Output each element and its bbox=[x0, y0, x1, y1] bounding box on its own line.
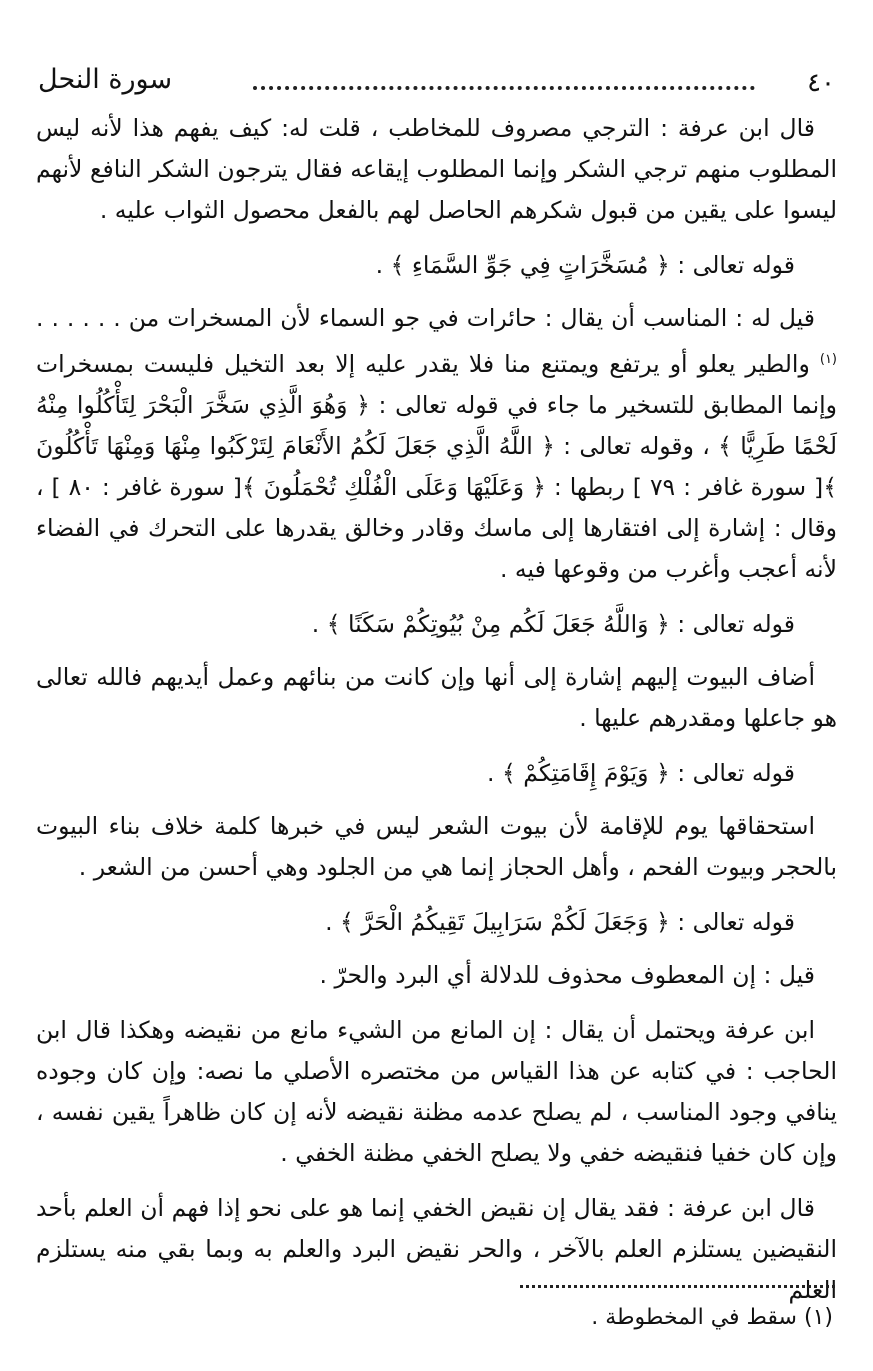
paragraph-5: قيل : إن المعطوف محذوف للدلالة أي البرد والحرّ . bbox=[319, 960, 815, 989]
verse-tail: . bbox=[487, 758, 502, 787]
verse-tail: . bbox=[311, 609, 327, 638]
page-header bbox=[38, 58, 835, 104]
footnote-marker: (١) bbox=[819, 352, 837, 367]
page-number: ٤٠ bbox=[807, 68, 835, 98]
paragraph-7: قال ابن عرفة : فقد يقال إن نقيض الخفي إنما هو على نحو إذا فهم أن العلم بأحد النقيضين يستلزم العلم بالآخر ، والحر نقيض البرد والعلم به وبما بقي منه يستلزم العلم bbox=[36, 1193, 837, 1304]
footnote-dotted-rule bbox=[520, 1285, 835, 1288]
verse-lead: قوله تعالى : bbox=[669, 758, 795, 787]
verse-heading-2 bbox=[36, 604, 837, 645]
paragraph-3: أضاف البيوت إليهم إشارة إلى أنها وإن كانت من بنائهم وعمل أيديهم فالله تعالى هو جاعلها ومقدرهم عليها . bbox=[36, 662, 837, 732]
surah-title: سورة النحل bbox=[38, 64, 173, 95]
verse-heading-1 bbox=[36, 245, 837, 286]
header-dotted-rule bbox=[253, 86, 755, 90]
verse-lead: قوله تعالى : bbox=[669, 907, 795, 936]
verse-heading-4 bbox=[36, 902, 837, 943]
verse-tail: . bbox=[375, 251, 391, 279]
paragraph-4: استحقاقها يوم للإقامة لأن بيوت الشعر ليس في خبرها كلمة خلاف بناء البيوت بالحجر وبيوت الفحم ، وأهل الحجاز إنما هي من الجلود وهي أحسن من الشعر . bbox=[36, 811, 837, 881]
verse-tail: . bbox=[325, 907, 341, 936]
paragraph-2-part1: قيل له : المناسب أن يقال : حائرات في جو السماء لأن المسخرات من . . . . . . bbox=[36, 304, 815, 332]
paragraph-2-part2: والطير يعلو أو يرتفع ويمتنع منا فلا يقدر عليه إلا بعد التخيل فليست بمسخرات وإنما المطابق للتسخير ما جاء في قوله تعالى : ﴿ وَهُوَ الَّذِي سَخَّرَ الْبَحْرَ لِتَأْكُلُوا مِنْهُ لَحْمًا طَرِيًّا ﴾ ، وقوله تعالى : ﴿ اللَّهُ الَّذِي جَعَلَ لَكُمُ الأَنْعَامَ لِتَرْكَبُوا مِنْهَا وَمِنْهَا تَأْكُلُونَ ﴾[ سورة غافر : ٧٩ ] ربطها : ﴿ وَعَلَيْهَا وَعَلَى الْفُلْكِ تُحْمَلُونَ ﴾[ سورة غافر : ٨٠ ] ، وقال : إشارة إلى افتقارها إلى ماسك وقادر وخالق يقدرها على التحرك في الفضاء لأنه أعجب وأغرب من وقوعها فيه . bbox=[36, 349, 837, 583]
page-body bbox=[36, 108, 837, 1325]
footnote: (١) سقط في المخطوطة . bbox=[591, 1305, 833, 1330]
quran-quote: ﴿ وَاللَّهُ جَعَلَ لَكُم مِنْ بُيُوتِكُمْ سَكَنًا ﴾ bbox=[326, 609, 670, 638]
paragraph-1: قال ابن عرفة : الترجي مصروف للمخاطب ، قلت له: كيف يفهم هذا لأنه ليس المطلوب منهم ترجي الشكر وإنما المطلوب إيقاعه فقال يترجون الشكر النافع لأنهم ليسوا على يقين من قبول شكرهم الحاصل لهم بالفعل محصول الثواب عليه . bbox=[36, 114, 837, 224]
quran-quote: ﴿ وَيَوْمَ إِقَامَتِكُمْ ﴾ bbox=[502, 758, 670, 787]
verse-lead: قوله تعالى : bbox=[669, 251, 795, 279]
quran-quote: ﴿ وَجَعَلَ لَكُمْ سَرَابِيلَ تَقِيكُمُ الْحَرَّ ﴾ bbox=[340, 907, 670, 936]
paragraph-2 bbox=[36, 298, 837, 590]
quran-quote: ﴿ مُسَخَّرَاتٍ فِي جَوِّ السَّمَاءِ ﴾ bbox=[390, 251, 670, 279]
verse-lead: قوله تعالى : bbox=[669, 609, 795, 638]
verse-heading-3 bbox=[36, 753, 837, 794]
paragraph-6: ابن عرفة ويحتمل أن يقال : إن المانع من الشيء مانع من نقيضه وهكذا قال ابن الحاجب : في كتابه عن هذا القياس من مختصره الأصلي ما نصه: وإن كان وجوده ينافي وجود المناسب ، لم يصلح عدمه مظنة نقيضه لأنه إن كان ظاهراً يقين نفسه ، وإن كان خفيا فنقيضه خفي ولا يصلح الخفي مظنة الخفي . bbox=[36, 1015, 837, 1167]
